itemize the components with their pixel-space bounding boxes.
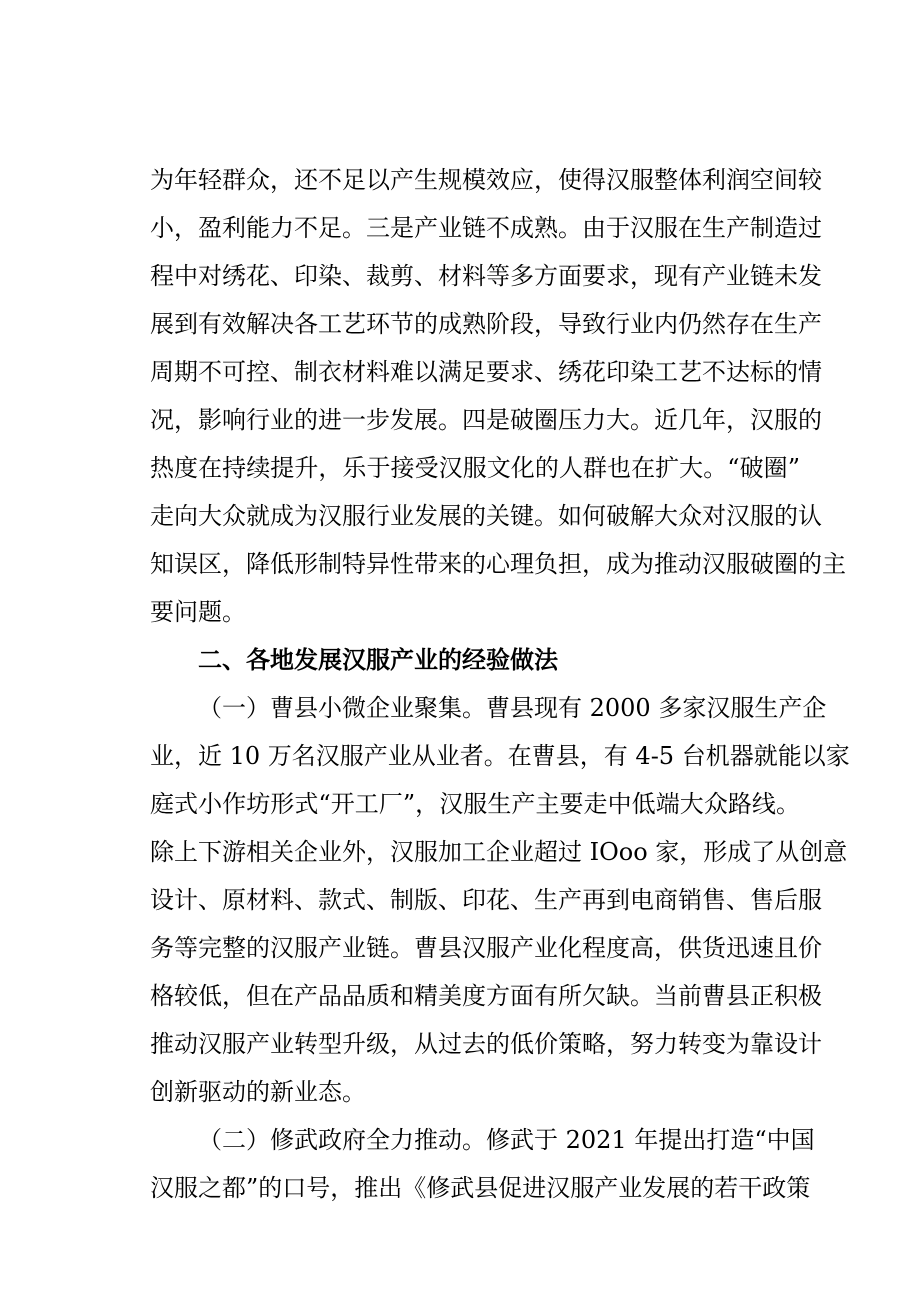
text-line: 程中对绣花、印染、裁剪、材料等多方面要求，现有产业链未发 [150,262,822,290]
text-line: 知误区，降低形制特异性带来的心理负担，成为推动汉服破圈的主 [150,550,846,578]
text-line: 设计、原材料、款式、制版、印花、生产再到电商销售、售后服 [150,886,822,914]
text-line: （二）修武政府全力推动。修武于 2021 年提出打造“中国 [198,1126,815,1154]
text-line: 庭式小作坊形式“开工厂”，汉服生产主要走中低端大众路线。 [150,790,800,818]
text-line: 务等完整的汉服产业链。曹县汉服产业化程度高，供货迅速且价 [150,934,822,962]
text-line: 创新驱动的新业态。 [150,1078,366,1106]
text-line: 小，盈利能力不足。三是产业链不成熟。由于汉服在生产制造过 [150,214,822,242]
paragraph-caoxian [150,684,850,1116]
text-line: （一）曹县小微企业聚集。曹县现有 2000 多家汉服生产企 [198,694,827,722]
text-line: 业，近 10 万名汉服产业从业者。在曹县，有 4-5 台机器就能以家 [150,742,850,770]
text-line: 走向大众就成为汉服行业发展的关键。如何破解大众对汉服的认 [150,502,822,530]
text-line: 况，影响行业的进一步发展。四是破圈压力大。近几年，汉服的 [150,406,822,434]
text-line: 展到有效解决各工艺环节的成熟阶段，导致行业内仍然存在生产 [150,310,822,338]
document-body [150,156,850,1212]
text-line: 格较低，但在产品品质和精美度方面有所欠缺。当前曹县正积极 [150,982,822,1010]
paragraph-xiuwu [150,1116,815,1212]
text-line: 推动汉服产业转型升级，从过去的低价策略，努力转变为靠设计 [150,1030,822,1058]
text-line: 周期不可控、制衣材料难以满足要求、绣花印染工艺不达标的情 [150,358,822,386]
text-line: 要问题。 [150,598,246,626]
text-line: 汉服之都”的口号，推出《修武县促进汉服产业发展的若干政策 [150,1174,811,1202]
section-heading: 二、各地发展汉服产业的经验做法 [198,646,558,674]
text-line: 除上下游相关企业外，汉服加工企业超过 IOoo 家，形成了从创意 [150,838,848,866]
text-line: 为年轻群众，还不足以产生规模效应，使得汉服整体利润空间较 [150,166,822,194]
paragraph-industry-challenges [150,156,846,636]
text-line: 热度在持续提升，乐于接受汉服文化的人群也在扩大。“破圈” [150,454,800,482]
